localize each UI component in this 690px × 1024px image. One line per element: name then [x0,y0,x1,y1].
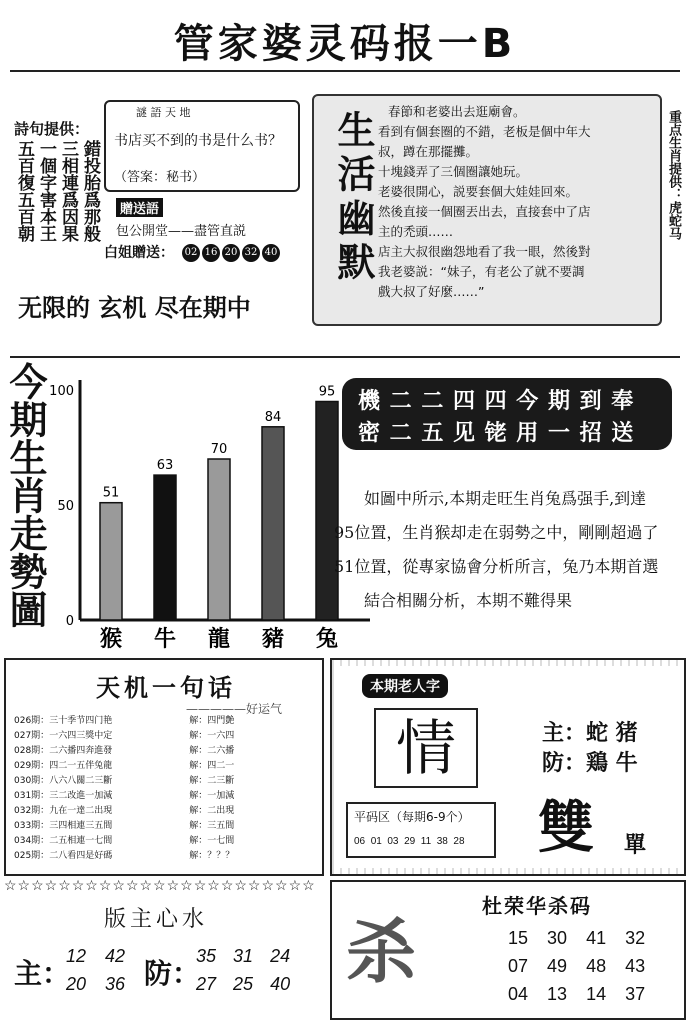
category-label: 牛 [153,627,177,652]
tianji-phrase: 三四相連三五間 [49,821,113,831]
y-tick-label: 100 [50,384,74,399]
kill-number: 04 [508,984,529,1004]
humor-line: 我老婆説：“妹子，有老公了就不要調 [378,264,585,279]
heart-guard-row-2 [196,974,290,995]
heart-main-number: 20 [66,974,87,994]
mystery-line-2: 密 二 五 见 铑 用 一 招 送 [358,420,635,446]
mystery-line-1: 機 二 二 四 四 今 期 到 奉 [358,388,635,414]
riddle-question: 书店买不到的书是什么书？ [114,133,282,149]
humor-line: 老婆很開心，説要套個大娃娃回來。 [378,184,579,199]
white-number: 40 [262,244,280,262]
white-number: 02 [182,244,200,262]
bar [154,475,176,620]
heart-main-label: 主： [14,957,71,990]
tianji-answer: 解：二三斷 [189,776,235,786]
tianji-answer: 解：一七間 [189,836,235,846]
tianji-row [14,759,314,774]
bar [208,459,230,620]
tianji-phrase: 三二改進一加減 [49,791,113,801]
kill-number: 41 [586,928,607,948]
mystery-banner [342,378,672,450]
bar-value-label: 51 [102,485,120,501]
riddle-answer: （答案：秘书） [114,170,206,185]
analysis-line: 如圖中所示,本期走旺生肖兔爲强手,到達 [364,489,647,508]
poem-column-2: 一個字害本王 [36,140,56,242]
star-divider: ☆☆☆☆☆☆☆☆☆☆☆☆☆☆☆☆☆☆☆☆☆☆☆ [4,878,316,894]
header-rule [10,70,680,72]
heart-main-row-2 [66,974,125,995]
flat-number: 38 [436,836,448,847]
tianji-phrase: 九在一達二出現 [49,806,113,816]
tianji-row [14,789,314,804]
bar-value-label: 95 [318,384,336,400]
humor-line: 主的禿頭…… [378,224,454,239]
tianji-row [14,834,314,849]
poem-column-4: 錯投胎爲那般 [80,140,100,242]
category-label: 兔 [315,627,339,652]
humor-line: 叔，蹲在那擺攤。 [378,144,479,159]
heart-guard-number: 25 [233,974,254,994]
heart-guard-row-1 [196,946,290,967]
kill-number: 14 [586,984,607,1004]
tianji-row [14,804,314,819]
tianji-phrase: 二六播四奔進發 [49,746,113,756]
heart-guard-label: 防： [144,957,201,990]
big-char: 雙 [538,796,594,861]
guard-zodiac [542,746,638,777]
category-label: 龍 [207,627,231,652]
heart-main-number: 42 [105,946,126,966]
gift-label: 贈送語 [116,198,163,217]
special-char: 情 [374,708,478,788]
tianji-answer: 解：二出現 [189,806,235,816]
humor-line: 戲大叔了好麼……” [378,284,485,299]
tianji-issue: 031期： [14,791,50,801]
humor-line: 然後直接一個圈丟出去，直接套中了店 [378,204,591,219]
analysis-line: 51位置，從專家協會分析所言，兔乃本期首選 [334,557,659,576]
humor-line: 春節和老婆出去逛廟會。 [388,104,526,119]
tianji-phrase: 八六八關二三斷 [49,776,113,786]
analysis-line: 結合相關分析，本期不難得果 [364,591,573,610]
heart-main-row-1 [66,946,125,967]
humor-text [378,102,658,302]
heart-guard-number: 40 [270,974,291,994]
tianji-phrase: 二五相連一七間 [49,836,113,846]
kill-row [508,980,645,1008]
kill-number: 30 [547,928,568,948]
category-label: 豬 [261,627,285,652]
heart-guard-number: 35 [196,946,217,966]
kill-number: 15 [508,928,529,948]
kill-row [508,952,645,980]
kill-number: 37 [625,984,646,1004]
tianji-answer: 解：一加減 [189,791,235,801]
kill-char: 杀 [346,911,416,993]
heart-main-number: 36 [105,974,126,994]
tianji-row [14,714,314,729]
kill-number: 07 [508,956,529,976]
riddle-box [104,100,300,192]
guard-zodiac-value: 鶏 牛 [586,750,638,776]
small-char: 單 [624,832,647,858]
humor-line: 看到有個套圈的不錯，老板是個中年大 [378,124,591,139]
tianji-issue: 030期： [14,776,50,786]
flat-number: 28 [453,836,465,847]
tianji-table [14,714,314,864]
main-zodiac-value: 蛇 猪 [586,720,638,746]
humor-line: 十塊錢弄了三個圈讓她玩。 [378,164,529,179]
flat-number: 01 [370,836,382,847]
bar-value-label: 70 [210,442,228,457]
tianji-answer: 解：二六播 [189,746,235,756]
tianji-answer: 解：四門艶 [189,716,235,726]
tianji-issue: 034期： [14,836,50,846]
flat-number: 03 [387,836,399,847]
tianji-issue: 032期： [14,806,50,816]
zodiac-hint: 重点生肖提供：虎蛇马 [666,110,681,240]
chart-svg [50,370,370,660]
tianji-phrase: 四二一五伴兔龍 [49,761,113,771]
flat-number: 06 [354,836,366,847]
tianji-issue: 025期： [14,851,50,861]
kill-number: 43 [625,956,646,976]
tianji-row [14,729,314,744]
flat-label: 平码区（每期6-9个） [354,810,470,824]
poem-column-1: 五百復五百朝 [14,140,34,242]
bar-chart [50,370,370,660]
bar [100,503,122,620]
heart-guard-number: 27 [196,974,217,994]
tianji-answer: 解：三五間 [189,821,235,831]
heart-box [4,894,324,1022]
y-tick-label: 50 [57,499,74,514]
white-label: 白姐贈送： [104,245,174,261]
tianji-title: 天机一句话 [96,673,236,702]
kill-title: 杜荣华杀码 [482,894,592,918]
tianji-box [4,658,324,876]
heart-title: 版主心水 [104,907,209,932]
tianji-row [14,819,314,834]
kill-row [508,924,645,952]
bar [262,427,284,620]
page-title: 管家婆灵码报一B [173,21,517,67]
humor-box [312,94,662,326]
tianji-answer: 解：四二一 [189,761,235,771]
tianji-issue: 029期： [14,761,50,771]
special-box [330,658,686,876]
category-label: 猴 [99,627,123,652]
chart-title: 今期生肖走勢圖 [3,362,47,628]
poem-label: 詩句提供： [14,120,90,138]
bar-value-label: 63 [156,458,174,474]
section-rule [10,356,680,358]
bar-value-label: 84 [264,409,282,425]
humor-line: 店主大叔很幽怨地看了我一眼，然後對 [378,244,591,259]
white-numbers [182,240,282,262]
gift-text: 包公開堂——盡管直説 [116,224,247,239]
white-number: 20 [222,244,240,262]
kill-numbers [508,924,645,1008]
analysis-line: 95位置，生肖猴却走在弱勢之中，剛剛超過了 [334,523,659,542]
kill-box [330,880,686,1020]
tianji-answer: 解：一六四 [189,731,235,741]
main-zodiac-label: 主： [542,720,587,746]
riddle-decor: 謎 語 天 地 [136,106,191,119]
tianji-issue: 033期： [14,821,50,831]
flat-numbers [354,836,465,847]
kill-number: 13 [547,984,568,1004]
white-number: 32 [242,244,260,262]
main-zodiac [542,716,638,747]
kill-number: 32 [625,928,646,948]
white-number: 16 [202,244,220,262]
analysis-text [334,482,680,618]
kill-number: 48 [586,956,607,976]
slogan: 无限的 玄机 尽在期中 [18,294,251,322]
tianji-issue: 027期： [14,731,50,741]
heart-main-number: 12 [66,946,87,966]
tianji-phrase: 二八看四是好碼 [49,851,113,861]
tianji-phrase: 三十季节四门艳 [49,716,113,726]
tianji-issue: 028期： [14,746,50,756]
poem-column-3: 三相連爲因果 [58,140,78,242]
tianji-subtitle: —————好运气 [186,702,283,716]
heart-guard-number: 24 [270,946,291,966]
y-tick-label: 0 [65,614,74,629]
tianji-answer: 解：？？？ [189,851,235,861]
guard-zodiac-label: 防： [542,750,587,776]
flat-number: 29 [404,836,416,847]
kill-number: 49 [547,956,568,976]
flat-number: 11 [420,836,432,847]
humor-title: 生活幽默 [331,110,375,286]
tianji-phrase: 一六四三獎中定 [49,731,113,741]
tianji-row [14,849,314,864]
tianji-row [14,774,314,789]
flat-box [346,802,496,858]
tianji-issue: 026期： [14,716,50,726]
tianji-row [14,744,314,759]
special-label: 本期老人字 [362,674,448,698]
heart-guard-number: 31 [233,946,254,966]
